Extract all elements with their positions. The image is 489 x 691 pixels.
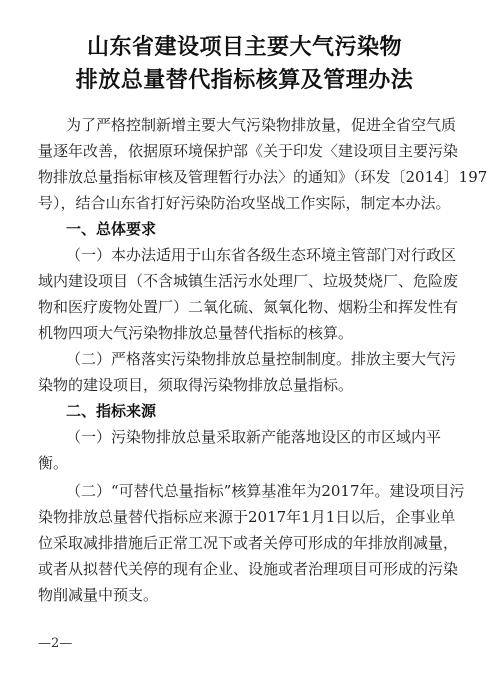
document-title-line-1: 山东省建设项目主要大气污染物 (86, 35, 402, 60)
body-line: 物和医疗废物处置厂）二氧化硫、氮氧化物、烟粉尘和挥发性有 (38, 298, 459, 316)
body-line: 衡。 (38, 454, 69, 472)
body-line: 或者从拟替代关停的现有企业、设施或者治理项目可形成的污染 (38, 560, 459, 578)
body-line: （二）“可替代总量指标”核算基准年为2017年。建设项目污 (66, 482, 465, 500)
section-heading-source: 二、指标来源 (66, 402, 157, 420)
body-line: （一）污染物排放总量采取新产能落地设区的市区域内平 (66, 428, 442, 446)
body-line: 号），结合山东省打好污染防治攻坚战工作实际，制定本办法。 (38, 194, 451, 212)
document-title-line-2: 排放总量替代指标核算及管理办法 (75, 68, 414, 93)
body-line: 为了严格控制新增主要大气污染物排放量，促进全省空气质 (66, 116, 457, 134)
body-line: 机物四项大气污染物排放总量替代指标的核算。 (38, 324, 354, 342)
body-line: （一）本办法适用于山东省各级生态环境主管部门对行政区 (66, 246, 457, 264)
body-line: 域内建设项目（不含城镇生活污水处理厂、垃圾焚烧厂、危险废 (38, 272, 459, 290)
body-line: 染物的建设项目，须取得污染物排放总量指标。 (38, 376, 354, 394)
body-line: 量逐年改善，依据原环境保护部《关于印发〈建设项目主要污染 (38, 142, 459, 160)
body-line: 染物排放总量替代指标应来源于2017年1月1日以后，企事业单 (38, 508, 456, 526)
section-heading-general: 一、总体要求 (66, 220, 157, 238)
page-number: —2— (38, 636, 73, 651)
body-line: （二）严格落实污染物排放总量控制制度。排放主要大气污 (66, 350, 457, 368)
body-line: 物排放总量指标审核及管理暂行办法〉的通知》（环发〔2014〕197 (38, 168, 488, 186)
body-line: 位采取减排措施后正常工况下或者关停可形成的年排放削减量， (38, 534, 459, 552)
body-line: 物削减量中预支。 (38, 586, 159, 604)
